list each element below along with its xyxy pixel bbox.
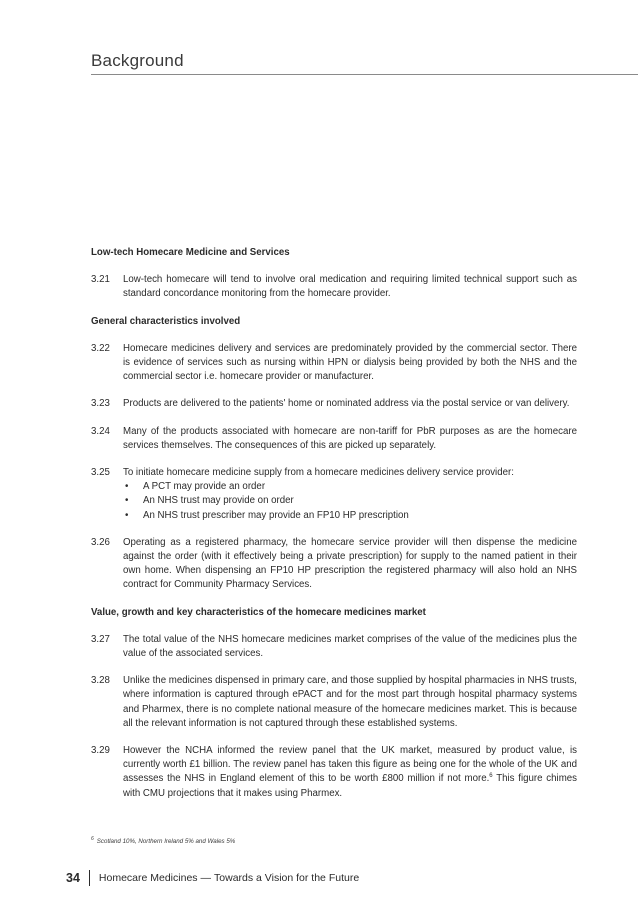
- paragraph-text-part: This figure chimes with CMU projections that it makes using Pharmex.: [123, 773, 577, 799]
- page-section-title: Background: [91, 51, 184, 70]
- paragraph-text: Many of the products associated with homecare are non-tariff for PbR purposes as are the homecare services themselves. The consequences of this are picked up separately.: [123, 425, 577, 451]
- list-item: [123, 494, 577, 508]
- paragraph-number: 3.28: [91, 675, 110, 687]
- document-title: Homecare Medicines: [98, 872, 198, 884]
- section-heading: Value, growth and key characteristics of the homecare medicines market: [91, 606, 426, 618]
- paragraph-number: 3.26: [91, 536, 110, 548]
- list-item-text: An NHS trust may provide on order: [143, 495, 294, 507]
- numbered-paragraph: [91, 744, 577, 801]
- paragraph-text: To initiate homecare medicine supply from a homecare medicines delivery service provider:: [123, 467, 514, 479]
- numbered-paragraph: [91, 674, 577, 731]
- footnote-text: Scotland 10%, Northern Ireland 5% and Wales 5%: [96, 838, 236, 846]
- paragraph-text: Unlike the medicines dispensed in primary care, and those supplied by hospital pharmacies in NHS trusts, where information is captured through ePACT and for the most part through hospital pharmacy systems and Pharmex, there is no complete national measure of the homecare medicines market. This is because all the relevant information is not captured through these established systems.: [123, 675, 577, 729]
- paragraph-text: Low-tech homecare will tend to involve oral medication and requiring limited technical support such as standard concordance monitoring from the homecare provider.: [123, 274, 577, 300]
- bullet-list: [123, 480, 577, 523]
- numbered-paragraph: [91, 633, 577, 661]
- paragraph-number: 3.27: [91, 633, 110, 645]
- footnote-reference: 6: [489, 773, 493, 780]
- list-item: [123, 509, 577, 523]
- paragraph-text-part: However the NCHA informed the review panel that the UK market, measured by product value, is currently worth £1 billion. The review panel has taken this figure as being one for the whole of the UK and assesses the NHS in England element of this to be worth £800 million if not more.: [123, 745, 577, 785]
- numbered-paragraph: [91, 536, 577, 593]
- header-divider: [91, 74, 638, 75]
- paragraph-text: Products are delivered to the patients' home or nominated address via the postal service or van delivery.: [123, 398, 570, 410]
- paragraph-text: Homecare medicines delivery and services are predominately provided by the commercial sector. There is evidence of services such as nursing within HPN or dialysis being provided by both the NHS and the commercial sector i.e. homecare provider or manufacturer.: [123, 342, 577, 383]
- paragraph-number: 3.25: [91, 467, 110, 479]
- page-number: 34: [66, 871, 80, 885]
- main-content: [91, 246, 577, 814]
- bullet-icon: •: [125, 509, 129, 521]
- list-item: [123, 480, 577, 494]
- footnote-mark: 6: [91, 836, 94, 842]
- document-subtitle: Towards a Vision for the Future: [214, 872, 360, 884]
- numbered-paragraph: [91, 466, 577, 523]
- paragraph-number: 3.24: [91, 425, 110, 437]
- paragraph-number: 3.22: [91, 342, 110, 354]
- numbered-paragraph: [91, 425, 577, 453]
- title-dash: —: [200, 872, 212, 884]
- footer-divider: [89, 870, 90, 886]
- footnote: [91, 836, 235, 845]
- section-heading: General characteristics involved: [91, 315, 241, 327]
- numbered-paragraph: [91, 273, 577, 301]
- bullet-icon: •: [125, 481, 129, 493]
- numbered-paragraph: [91, 342, 577, 385]
- paragraph-body: [123, 466, 577, 523]
- paragraph-number: 3.29: [91, 745, 110, 757]
- paragraph-number: 3.21: [91, 274, 110, 286]
- list-item-text: An NHS trust prescriber may provide an FP10 HP prescription: [143, 509, 409, 521]
- page-footer: [66, 870, 359, 886]
- paragraph-text: [123, 744, 577, 801]
- bullet-icon: •: [125, 495, 129, 507]
- numbered-paragraph: [91, 397, 577, 411]
- list-item-text: A PCT may provide an order: [143, 481, 266, 493]
- paragraph-text: The total value of the NHS homecare medicines market comprises of the value of the medicines plus the value of the associated services.: [123, 633, 577, 660]
- paragraph-number: 3.23: [91, 398, 110, 410]
- section-heading: Low-tech Homecare Medicine and Services: [91, 247, 290, 258]
- paragraph-text: Operating as a registered pharmacy, the homecare service provider will then dispense the medicine against the order (with it effectively being a private prescription) for supply to the named patient in their own home. When dispensing an FP10 HP prescription the registered pharmacy will also hold an NHS contract for Community Pharmacy Services.: [123, 536, 577, 591]
